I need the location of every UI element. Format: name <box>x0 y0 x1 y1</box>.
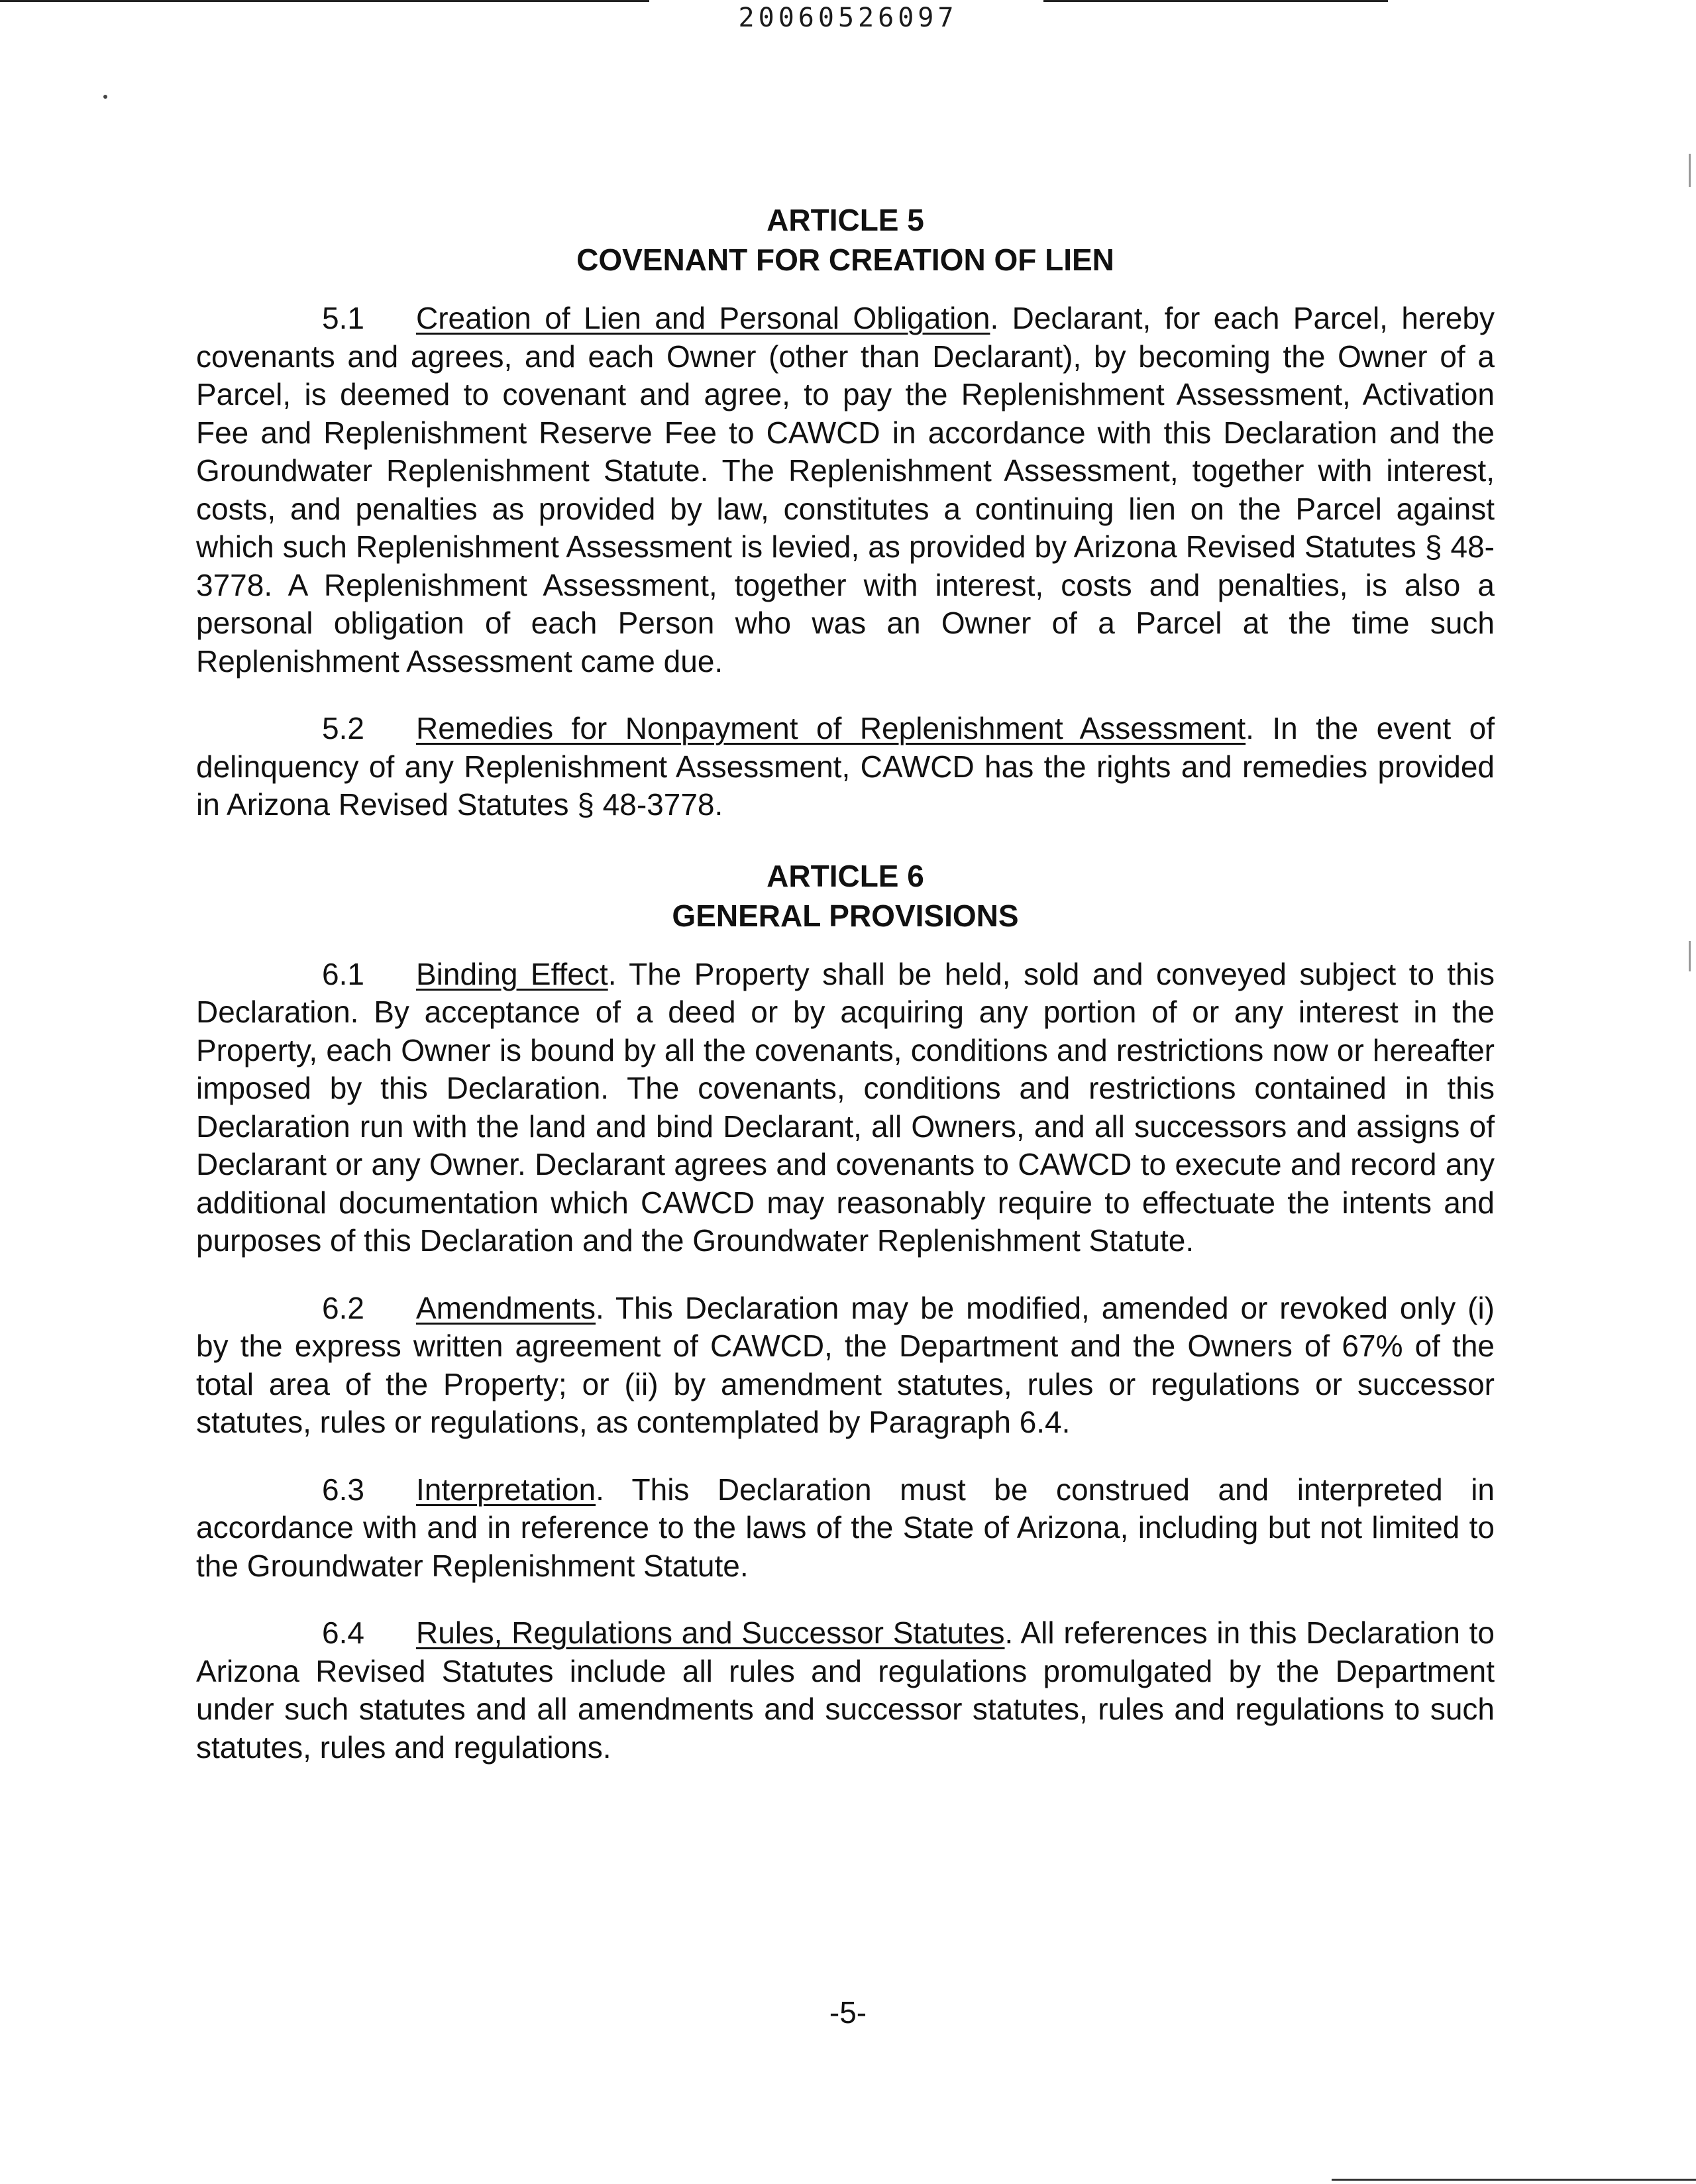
section-text: . In the event of delinquency of any Replenishment Assessment, CAWCD has the rights and remedies provided in Arizona Revised Statutes § 48-3778. <box>196 711 1495 822</box>
section-6-3 <box>196 1471 1495 1586</box>
section-number: 5.1 <box>322 301 364 335</box>
section-6-2 <box>196 1289 1495 1442</box>
article-5-title: ARTICLE 5 <box>767 203 924 237</box>
section-caption: Interpretation <box>416 1472 596 1507</box>
article-6-heading <box>196 856 1495 936</box>
section-caption: Amendments <box>416 1290 596 1325</box>
section-caption: Rules, Regulations and Successor Statutes <box>416 1615 1005 1650</box>
section-caption: Creation of Lien and Personal Obligation <box>416 301 990 335</box>
section-text: . The Property shall be held, sold and conveyed subject to this Declaration. By acceptance of a deed or by acquiring any portion of or any interest in the Property, each Owner is bound by all the covenants, conditions and restrictions now or hereafter imposed by this Declaration. The covenants, conditions and restrictions contained in this Declaration run with the land and bind Declarant, all Owners, and all successors and assigns of Declarant or any Owner. Declarant agrees and covenants to CAWCD to execute and record any additional documentation which CAWCD may reasonably require to effectuate the intents and purposes of this Declaration and the Groundwater Replenishment Statute. <box>196 956 1495 1258</box>
section-6-4 <box>196 1614 1495 1767</box>
section-number: 6.3 <box>322 1472 364 1507</box>
top-rule-left <box>0 0 649 2</box>
scan-edge-mark-2 <box>1689 941 1691 971</box>
scan-edge-mark-1 <box>1689 154 1691 187</box>
section-caption: Remedies for Nonpayment of Replenishment Assessment <box>416 711 1246 745</box>
article-6-subtitle: GENERAL PROVISIONS <box>672 898 1019 933</box>
page-number: -5- <box>829 1995 867 2030</box>
section-5-1 <box>196 300 1495 681</box>
section-number: 6.2 <box>322 1290 364 1325</box>
bottom-rule <box>1332 2179 1696 2181</box>
section-text: . All references in this Declaration to Arizona Revised Statutes include all rules and regulations promulgated by the Department under such statutes and all amendments and successor statutes, rules and regulations to such statutes, rules and regulations. <box>196 1615 1495 1765</box>
section-number: 6.1 <box>322 956 364 991</box>
section-text: . Declarant, for each Parcel, hereby covenants and agrees, and each Owner (other than Declarant), by becoming the Owner of a Parcel, is deemed to covenant and agree, to pay the Replenishment Assessment, Activation Fee and Replenishment Reserve Fee to CAWCD in accordance with this Declaration and the Groundwater Replenishment Statute. The Replenishment Assessment, together with interest, costs, and penalties as provided by law, constitutes a continuing lien on the Parcel against which such Replenishment Assessment is levied, as provided by Arizona Revised Statutes § 48-3778. A Replenishment Assessment, together with interest, costs and penalties, is also a personal obligation of each Person who was an Owner of a Parcel at the time such Replenishment Assessment came due. <box>196 301 1495 679</box>
top-rule-right <box>1043 0 1388 2</box>
article-5-heading <box>196 200 1495 280</box>
scan-speck <box>103 95 107 99</box>
article-5-subtitle: COVENANT FOR CREATION OF LIEN <box>576 243 1114 277</box>
section-6-1 <box>196 956 1495 1260</box>
article-6-title: ARTICLE 6 <box>767 858 924 893</box>
section-5-2 <box>196 710 1495 824</box>
section-number: 6.4 <box>322 1615 364 1650</box>
section-text: . This Declaration may be modified, amended or revoked only (i) by the express written agreement of CAWCD, the Department and the Owners of 67% of the total area of the Property; or (ii) by amendment statutes, rules or regulations or successor statutes, rules or regulations, as contemplated by Paragraph 6.4. <box>196 1290 1495 1439</box>
section-number: 5.2 <box>322 711 364 745</box>
section-caption: Binding Effect <box>416 956 608 991</box>
document-number: 20060526097 <box>738 3 958 33</box>
section-text: . This Declaration must be construed and interpreted in accordance with and in reference to the laws of the State of Arizona, including but not limited to the Groundwater Replenishment Statute. <box>196 1472 1495 1583</box>
document-body <box>196 200 1495 1767</box>
